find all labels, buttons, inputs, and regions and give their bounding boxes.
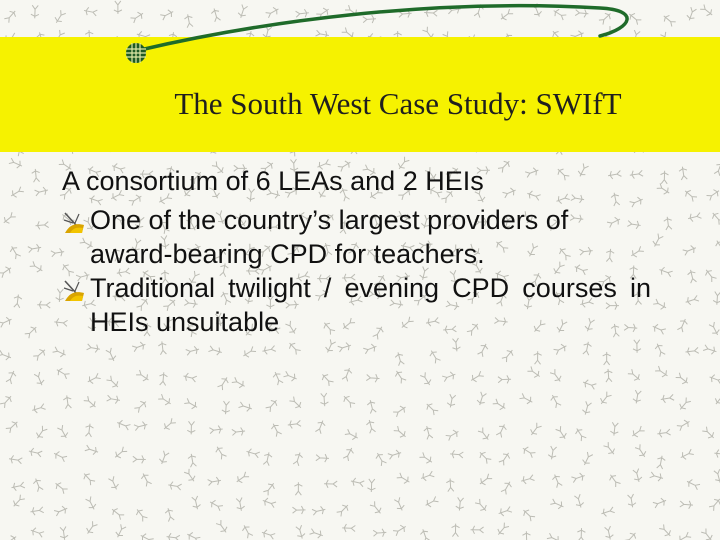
decorative-swoosh: [0, 0, 720, 160]
bullet-icon: [62, 211, 86, 235]
bullet-text: Traditional twilight / evening CPD courses in HEIs unsuitable: [90, 273, 651, 337]
bullet-icon: [62, 279, 86, 303]
globe-icon: [126, 43, 146, 63]
bullet-text: One of the country’s largest providers of award-bearing CPD for teachers.: [90, 205, 569, 269]
bullet-item: [62, 203, 651, 271]
slide-body: [62, 164, 662, 339]
lead-text: A consortium of 6 LEAs and 2 HEIs: [62, 166, 484, 196]
slide-title: The South West Case Study: SWIfT: [174, 86, 622, 121]
bullet-item: [62, 271, 651, 339]
